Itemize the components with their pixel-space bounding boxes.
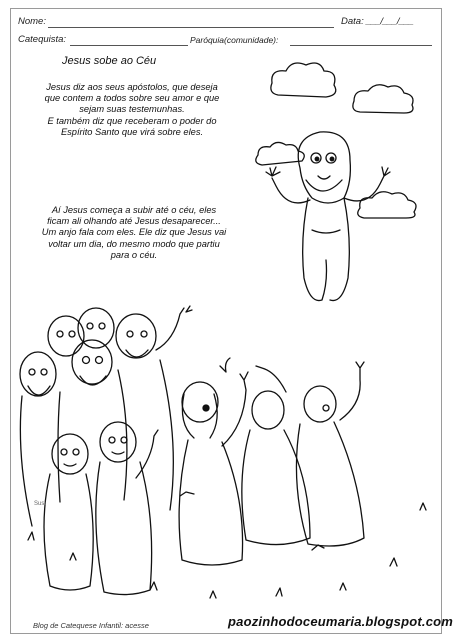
paragraph-1-line: Espírito Santo que virá sobre eles. xyxy=(60,126,204,137)
footer-blog-url[interactable]: paozinhodoceumaria.blogspot.com xyxy=(228,614,454,629)
data-blanks[interactable]: ___/___/___ xyxy=(366,16,414,27)
paragraph-1-line: sejam suas testemunhas. xyxy=(79,104,185,115)
paragraph-2-line: ficam ali olhando até Jesus desaparecer... xyxy=(47,216,221,227)
jesus-figure xyxy=(266,132,390,301)
paragraph-2-line: Um anjo fala com eles. Ele diz que Jesus vai xyxy=(41,227,227,238)
disciples-women-group xyxy=(179,358,364,565)
cloud-icon xyxy=(271,63,336,97)
footer-blog-label: Blog de Catequese Infantil: acesse xyxy=(33,621,149,630)
paroquia-label: Paróquia(comunidade): xyxy=(190,35,279,45)
paragraph-1-line: Jesus diz aos seus apóstolos, que deseja xyxy=(46,82,218,92)
paragraph-2-line: Aí Jesus começa a subir até o céu, eles xyxy=(51,205,217,215)
paragraph-1-line: E também diz que receberam o poder do xyxy=(47,115,217,126)
worksheet-title: Jesus sobe ao Céu xyxy=(62,55,157,67)
paragraph-1-line: que contem a todos sobre seu amor e que xyxy=(44,93,220,104)
cloud-icon xyxy=(358,192,416,218)
catequista-label: Catequista: xyxy=(18,34,67,45)
cloud-icon xyxy=(353,85,413,113)
apostles-group xyxy=(20,306,192,595)
cloud-icon xyxy=(256,142,305,165)
data-label: Data: xyxy=(341,16,364,27)
illustrator-signature: Susi xyxy=(34,501,46,507)
nome-label: Nome: xyxy=(18,16,46,27)
paragraph-2-line: voltar um dia, do mesmo modo que partiu xyxy=(48,238,220,249)
paragraph-2-line: para o céu. xyxy=(110,249,158,260)
grass-tufts xyxy=(28,492,426,598)
